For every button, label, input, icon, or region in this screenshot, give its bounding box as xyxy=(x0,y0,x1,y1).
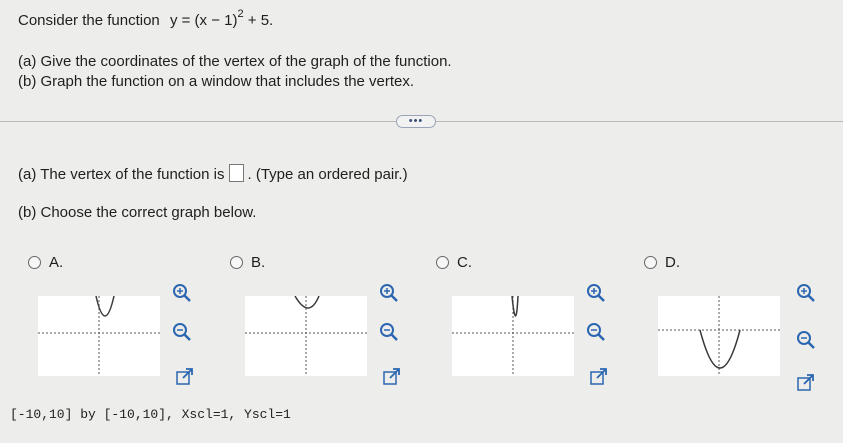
question-function-line xyxy=(18,8,274,29)
option-c[interactable] xyxy=(436,254,472,271)
question-part-a: (a) Give the coordinates of the vertex of the graph of the function. xyxy=(18,53,452,70)
option-c-label: C. xyxy=(457,254,472,271)
vertex-answer-input[interactable] xyxy=(229,164,244,182)
answer-a-line xyxy=(18,164,408,183)
option-a-radio[interactable] xyxy=(28,256,41,269)
zoom-out-icon[interactable] xyxy=(172,322,192,342)
option-b-label: B. xyxy=(251,254,266,271)
zoom-in-icon[interactable] xyxy=(379,283,399,303)
function-exponent: 2 xyxy=(237,8,244,20)
zoom-out-icon[interactable] xyxy=(379,322,399,342)
window-settings-text: [-10,10] by [-10,10], Xscl=1, Yscl=1 xyxy=(10,407,291,422)
option-d-radio[interactable] xyxy=(644,256,657,269)
graph-b[interactable] xyxy=(245,296,367,376)
external-link-icon[interactable] xyxy=(382,367,402,387)
function-tail: + 5. xyxy=(243,12,274,29)
question-part-b: (b) Graph the function on a window that includes the vertex. xyxy=(18,73,415,90)
function-base: y = (x − 1) xyxy=(169,12,238,29)
option-d-label: D. xyxy=(665,254,680,271)
option-a[interactable] xyxy=(28,254,63,271)
graph-d[interactable] xyxy=(658,296,780,376)
answer-a-prefix: (a) The vertex of the function is xyxy=(18,166,225,183)
more-button[interactable]: ••• xyxy=(396,115,436,128)
graph-b-curve xyxy=(295,296,319,308)
answer-b-prompt: (b) Choose the correct graph below. xyxy=(18,204,257,221)
function-expression xyxy=(169,8,274,29)
external-link-icon[interactable] xyxy=(175,367,195,387)
option-b-radio[interactable] xyxy=(230,256,243,269)
graph-c[interactable] xyxy=(452,296,574,376)
answer-a-suffix: . (Type an ordered pair.) xyxy=(247,166,408,183)
question-intro: Consider the function xyxy=(18,12,160,29)
option-d[interactable] xyxy=(644,254,680,271)
option-c-radio[interactable] xyxy=(436,256,449,269)
zoom-out-icon[interactable] xyxy=(586,322,606,342)
option-b[interactable] xyxy=(230,254,265,271)
external-link-icon[interactable] xyxy=(796,373,816,393)
zoom-in-icon[interactable] xyxy=(796,283,816,303)
external-link-icon[interactable] xyxy=(589,367,609,387)
graph-d-curve xyxy=(700,330,740,368)
zoom-out-icon[interactable] xyxy=(796,330,816,350)
zoom-in-icon[interactable] xyxy=(586,283,606,303)
zoom-in-icon[interactable] xyxy=(172,283,192,303)
option-a-label: A. xyxy=(49,254,64,271)
graph-a[interactable] xyxy=(38,296,160,376)
